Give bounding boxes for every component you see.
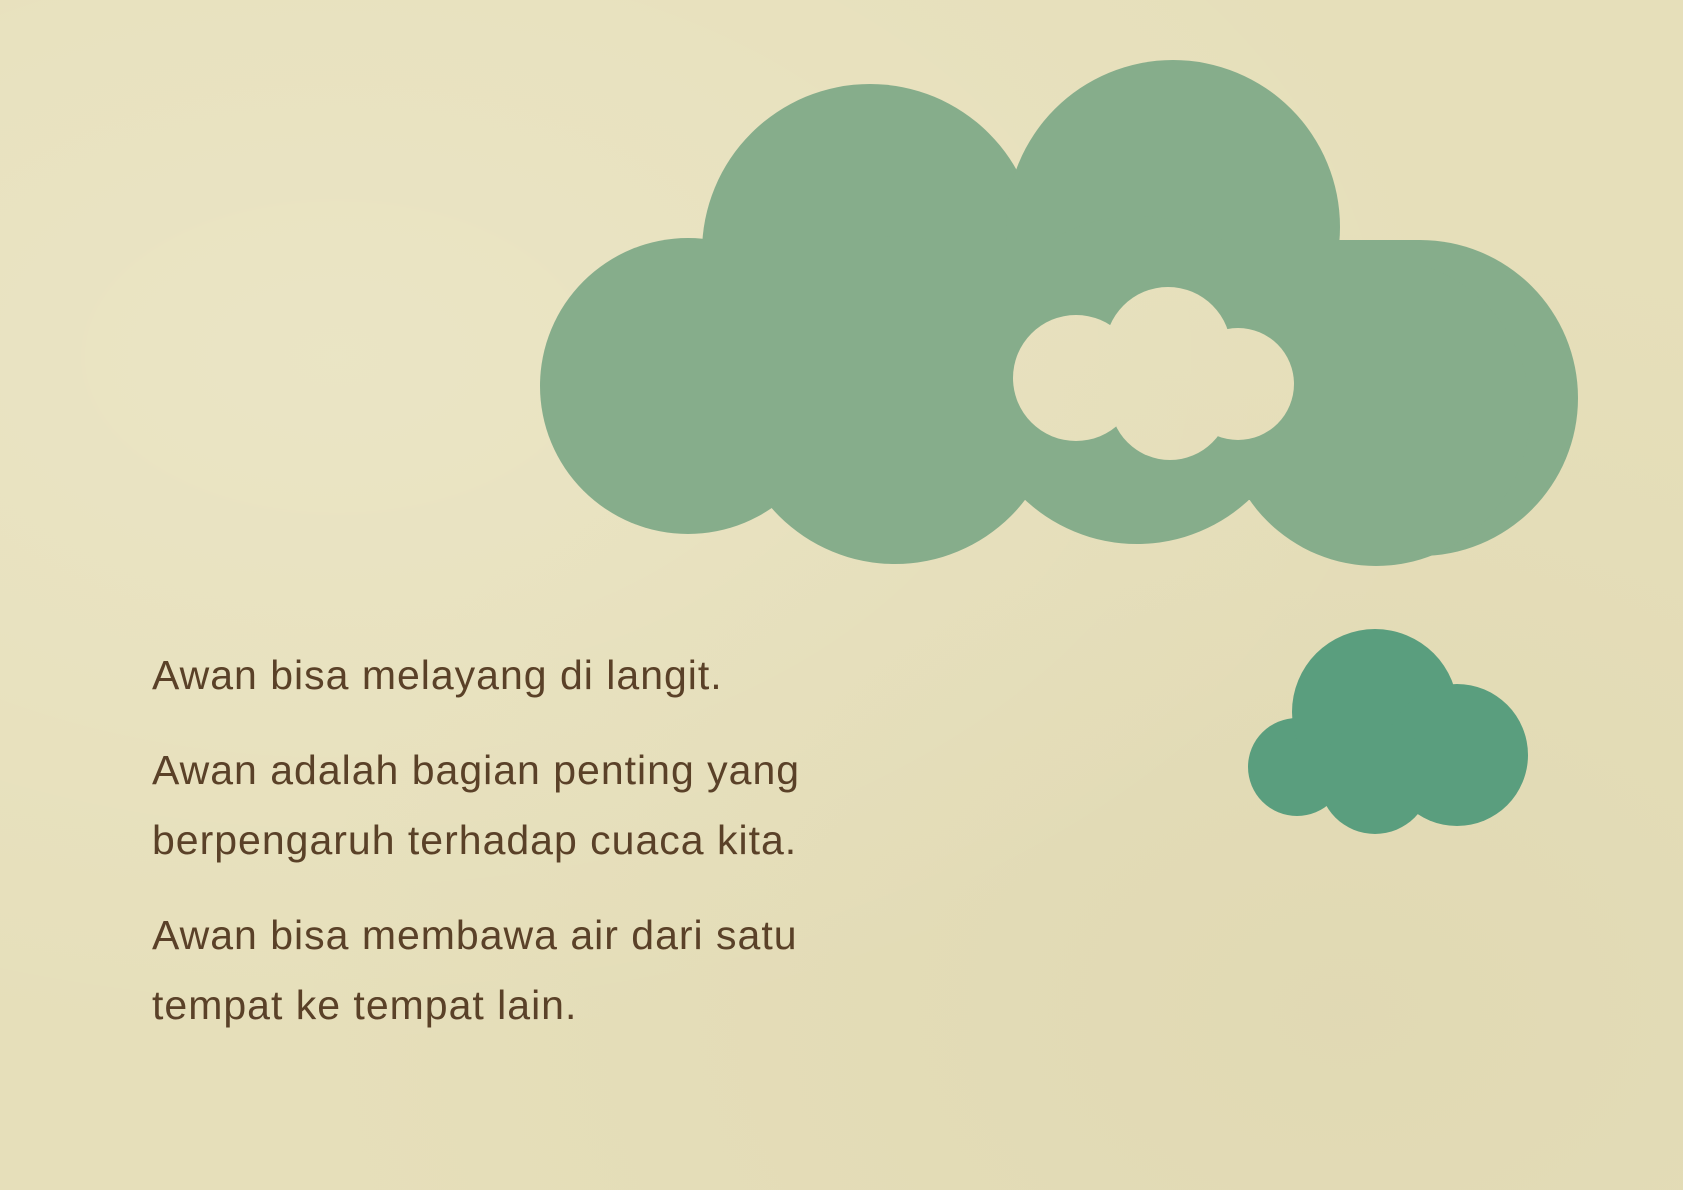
- paragraph: Awan bisa membawa air dari satu tempat ke tempat lain.: [152, 912, 798, 1028]
- big-cloud-icon: [540, 60, 1578, 566]
- paragraph: Awan bisa melayang di langit.: [152, 652, 723, 698]
- small-cloud-icon: [1248, 629, 1528, 834]
- body-text: [152, 640, 852, 1065]
- paragraph: Awan adalah bagian penting yang berpengaruh terhadap cuaca kita.: [152, 747, 801, 863]
